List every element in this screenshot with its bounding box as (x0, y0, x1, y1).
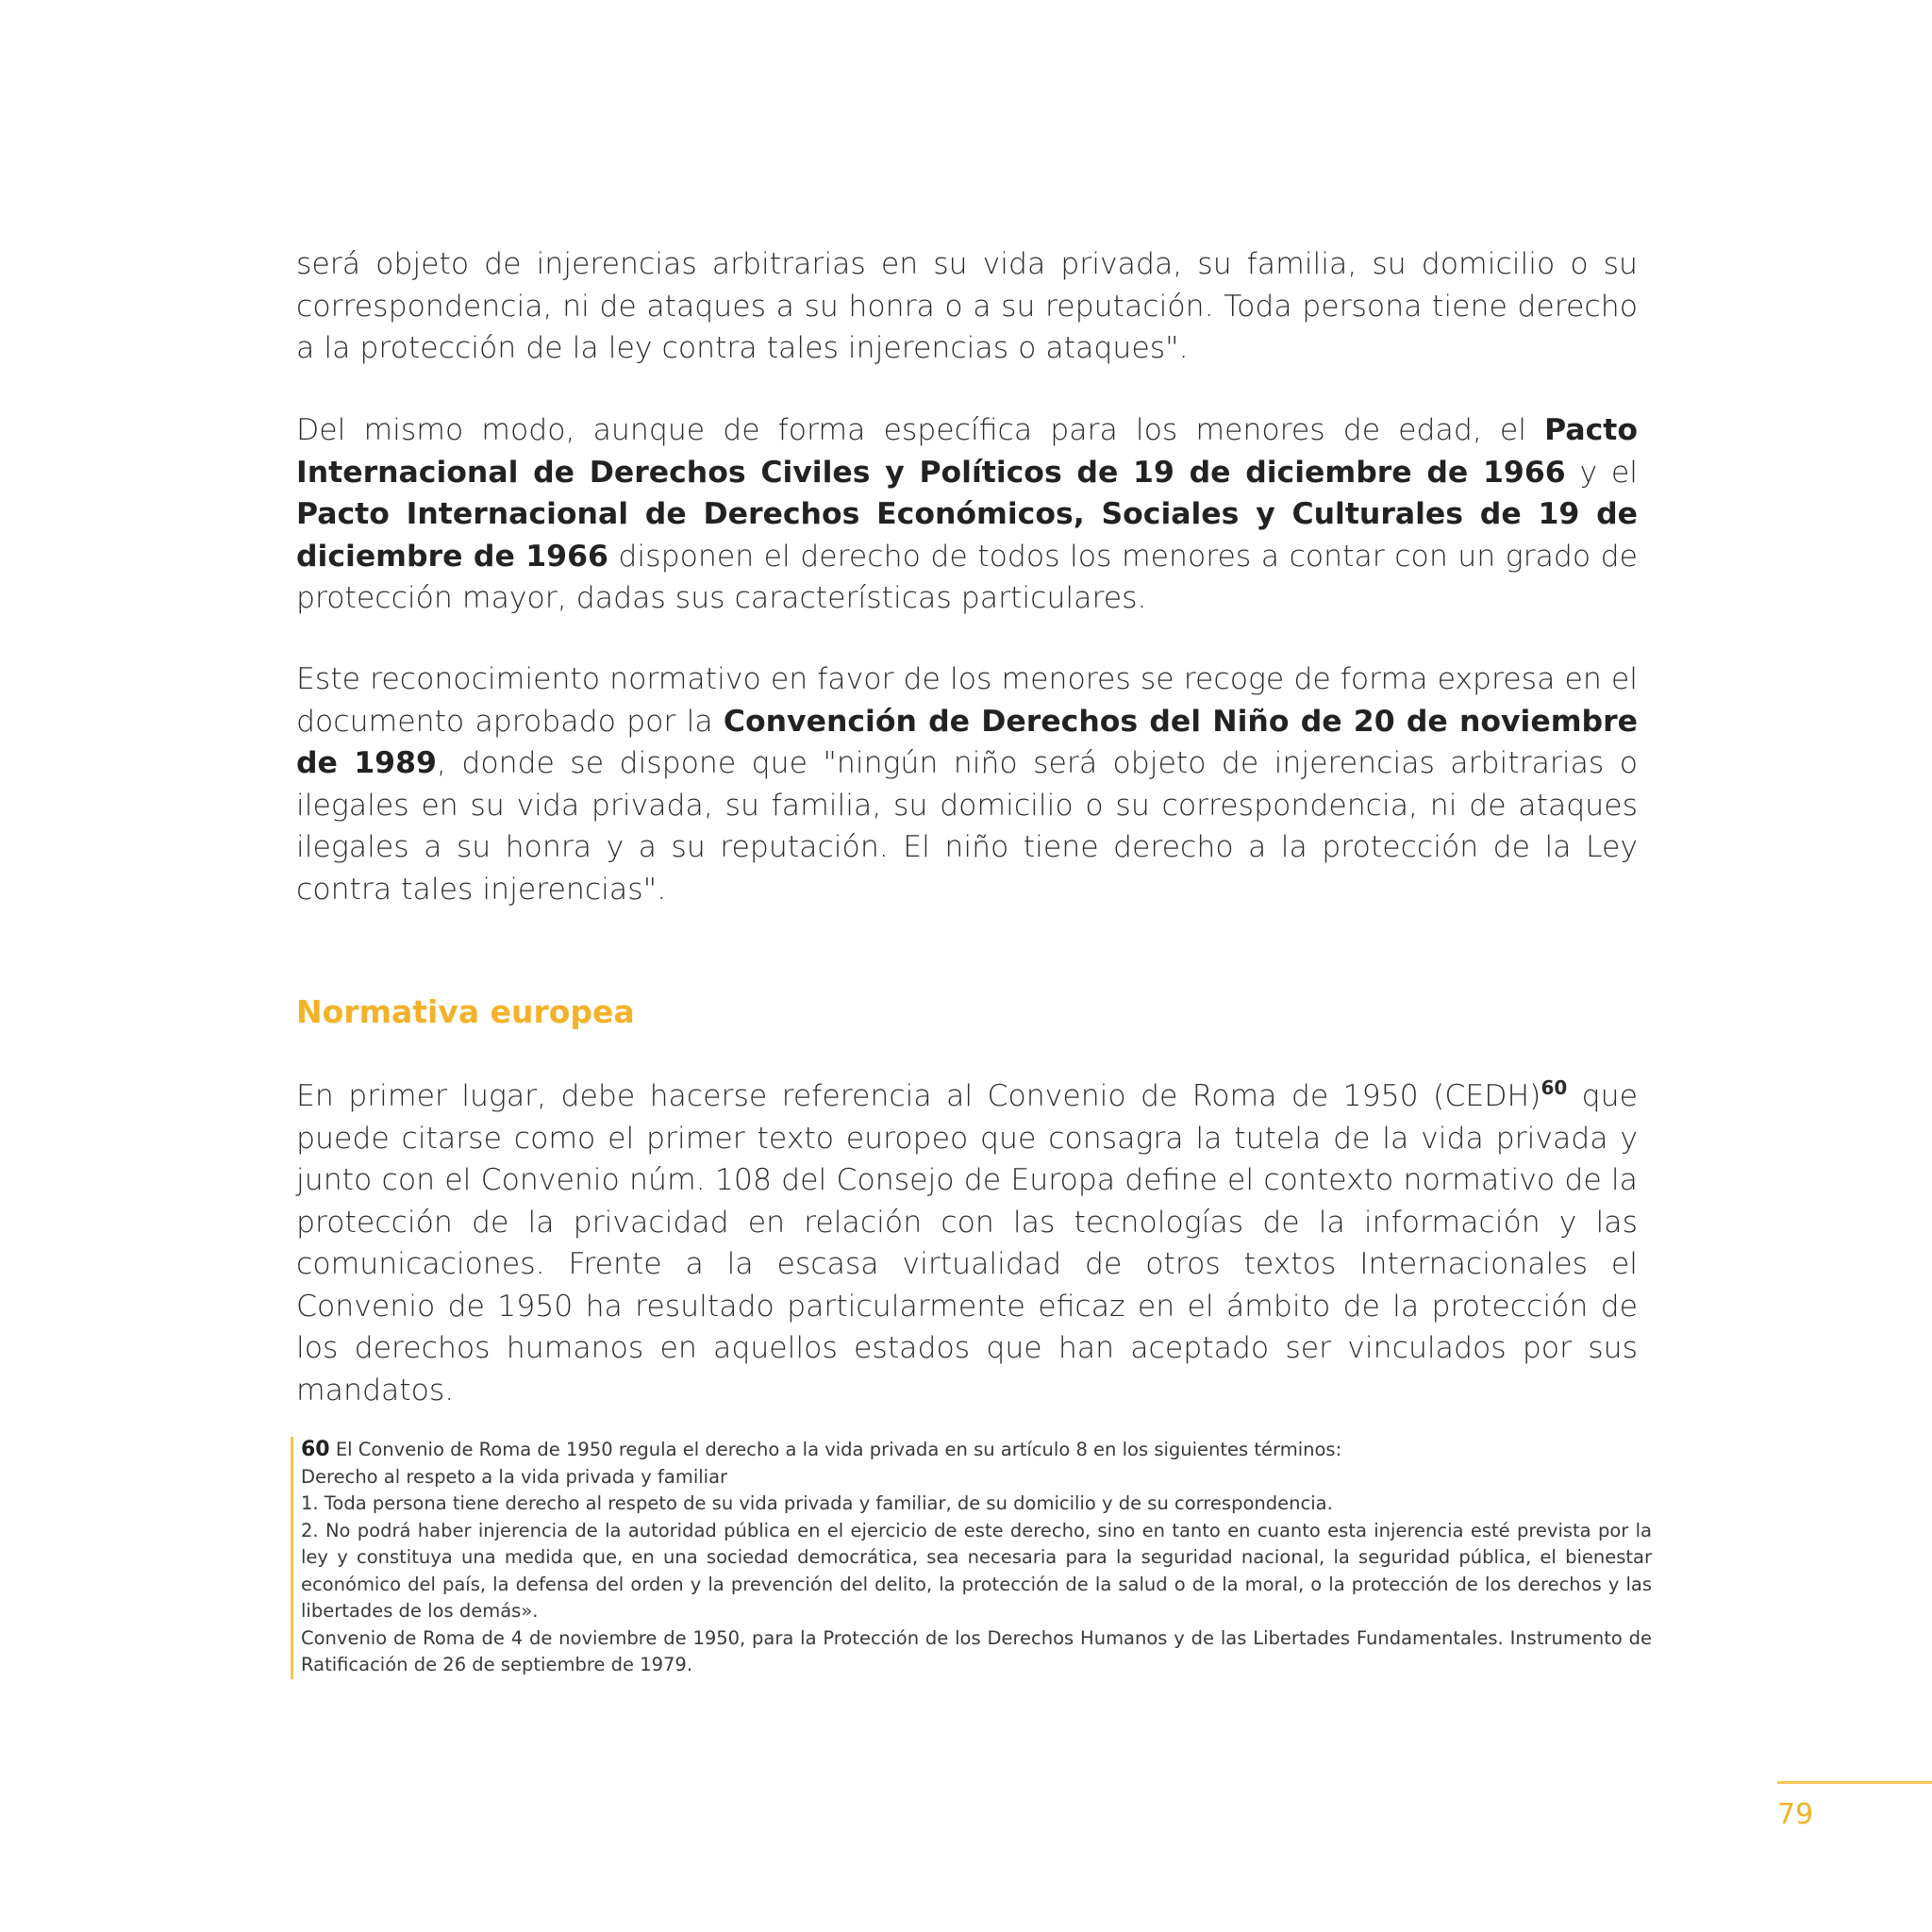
footnote-line: 2. No podrá haber injerencia de la autoridad pública en el ejercicio de este derecho, sino en tanto en cuanto esta injerencia esté prevista por la ley y constituya una medida que, en una sociedad democrática, sea necesaria para la seguridad nacional, la seguridad pública, el bienestar económico del país, la defensa del orden y la prevención del delito, la protección de la salud o de la moral, o la protección de los derechos y las libertades de los demás». (301, 1519, 1652, 1622)
footnote-text: El Convenio de Roma de 1950 regula el derecho a la vida privada en su artículo 8 en los siguientes términos: (329, 1439, 1342, 1460)
text-run: disponen el derecho de todos los menores a contar con un grado de protección mayor, dadas sus características particulares. (296, 539, 1639, 615)
paragraph-child-convention (296, 658, 1638, 910)
footnote-line: Convenio de Roma de 4 de noviembre de 1950, para la Protección de los Derechos Humanos y de las Libertades Fundamentales. Instrumento de Ratificación de 26 de septiembre de 1979. (301, 1626, 1652, 1675)
footnote-number: 60 (301, 1438, 330, 1461)
text-run: , donde se dispone que "ningún niño será objeto de injerencias arbitrarias o ilegales en su vida privada, su familia, su domicilio o su correspondencia, ni de ataques ilegales a su honra y a su reputación. El niño tiene derecho a la protección de la Ley contra tales injerencias". (296, 746, 1638, 907)
section-heading: Normativa europea (296, 993, 635, 1030)
footnote-line: 1. Toda persona tiene derecho al respeto de su vida privada y familiar, de su domicilio y de su correspondencia. (301, 1492, 1333, 1514)
footnote (291, 1437, 1652, 1679)
paragraph-international-pacts (296, 409, 1638, 620)
text-run: y el (1565, 455, 1638, 490)
paragraph-text: será objeto de injerencias arbitrarias en su vida privada, su familia, su domicilio o su correspondencia, ni de ataques a su honra o a su reputación. Toda persona tiene derecho a la protección de la ley contra tales injerencias o ataques". (296, 247, 1638, 365)
paragraph-roma-convention (296, 1075, 1638, 1411)
pacto-civiles-title: Pacto Internacional de Derechos Civiles y Políticos de 19 de diciembre de 1966 (296, 413, 1638, 490)
convencion-title: Convención de Derechos del Niño de 20 de noviembre de 1989 (296, 704, 1638, 780)
paragraph-text (296, 409, 1638, 620)
footnote-line: Derecho al respeto a la vida privada y familiar (301, 1465, 728, 1488)
paragraph-text (296, 1075, 1638, 1411)
text-run: En primer lugar, debe hacerse referencia al Convenio de Roma de 1950 (CEDH) (296, 1079, 1541, 1113)
footnote-reference[interactable]: 60 (1541, 1076, 1568, 1099)
text-run: Del mismo modo, aunque de forma específica para los menores de edad, el (296, 413, 1545, 447)
text-run: Este reconocimiento normativo en favor de los menores se recoge de forma expresa en el documento aprobado por la (296, 662, 1638, 739)
paragraph-text (296, 658, 1638, 910)
pacto-economicos-title: Pacto Internacional de Derechos Económicos, Sociales y Culturales de 19 de diciembre de 1966 (296, 497, 1638, 574)
page-number: 79 (1777, 1798, 1814, 1831)
paragraph-privacy-quote (296, 243, 1638, 370)
footnote-line (301, 1437, 1652, 1464)
page-number-rule (1777, 1781, 1932, 1784)
text-run: que puede citarse como el primer texto europeo que consagra la tutela de la vida privada y junto con el Convenio núm. 108 del Consejo de Europa define el contexto normativo de la protección de la privacidad en relación con las tecnologías de la información y las comunicaciones. Frente a la escasa virtualidad de otros textos Internacionales el Convenio de 1950 ha resultado particularmente eficaz en el ámbito de la protección de los derechos humanos en aquellos estados que han aceptado ser vinculados por sus mandatos. (296, 1079, 1638, 1407)
